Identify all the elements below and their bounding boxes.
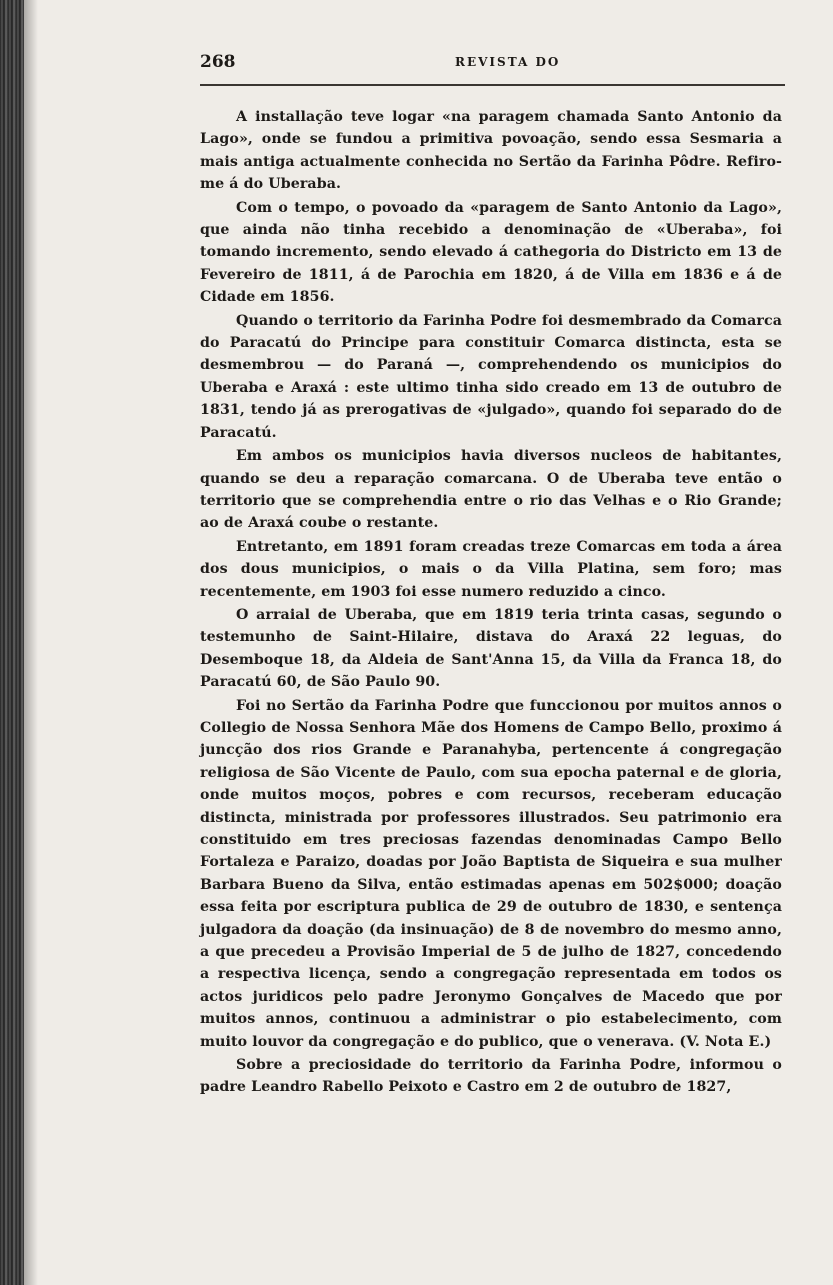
- running-title: REVISTA DO: [455, 55, 561, 69]
- body-text: [200, 106, 782, 1099]
- page-number: 268: [200, 52, 236, 72]
- paragraph: Sobre a preciosidade do territorio da Farinha Podre, informou o padre Leandro Rabello Peixoto e Castro em 2 de outubro de 1827,: [200, 1057, 782, 1096]
- gutter-shadow: [24, 0, 38, 1285]
- paragraph: Quando o territorio da Farinha Podre foi desmembrado da Comarca do Paracatú do Principe para constituir Comarca distincta, esta se desmembrou — do Paraná —, comprehendendo os municipios do Uberaba e Araxá : este ultimo tinha sido creado em 13 de outubro de 1831, tendo já as prerogativas de «julgado», quando foi separado do de Paracatú.: [200, 312, 782, 441]
- paragraph: Com o tempo, o povoado da «paragem de Santo Antonio da Lago», que ainda não tinha recebido a denominação de «Uberaba», foi tomando incremento, sendo elevado á cathegoria do Districto em 13 de Fevereiro de 1811, á de Parochia em 1820, á de Villa em 1836 e á de Cidade em 1856.: [200, 199, 782, 306]
- paragraph: Em ambos os municipios havia diversos nucleos de habitantes, quando se deu a reparação comarcana. O de Uberaba teve então o territorio que se comprehendia entre o rio das Velhas e o Rio Grande; ao de Araxá coube o restante.: [200, 448, 782, 532]
- header-rule: [200, 84, 785, 86]
- paragraph: O arraial de Uberaba, que em 1819 teria trinta casas, segundo o testemunho de Saint-Hilaire, distava do Araxá 22 leguas, do Desemboque 18, da Aldeia de Sant'Anna 15, da Villa da Franca 18, do Paracatú 60, de São Paulo 90.: [200, 606, 782, 691]
- paragraph: Foi no Sertão da Farinha Podre que funccionou por muitos annos o Collegio de Nossa Senhora Mãe dos Homens de Campo Bello, proximo á juncção dos rios Grande e Paranahyba, pertencente á congregação religiosa de São Vicente de Paulo, com sua epocha paternal e de gloria, onde muitos moços, pobres e com recursos, receberam educação distincta, ministrada por professores illustrados. Seu patrimonio era constituido em tres preciosas fazendas denominadas Campo Bello Fortaleza e Paraizo, doadas por João Baptista de Siqueira e sua mulher Barbara Bueno da Silva, então estimadas apenas em 502$000; doação essa feita por escriptura publica de 29 de outubro de 1830, e sentença julgadora da doação (da insinuação) de 8 de novembro do mesmo anno, a que precedeu a Provisão Imperial de 5 de julho de 1827, concedendo a respectiva licença, sendo a congregação representada em todos os actos juridicos pelo padre Jeronymo Gonçalves de Macedo que por muitos annos, continuou a administrar o pio estabelecimento, com muito louvor da congregação e do publico, que o venerava. (V. Nota E.): [200, 697, 782, 1050]
- paragraph: A installação teve logar «na paragem chamada Santo Antonio da Lago», onde se fundou a primitiva povoação, sendo essa Sesmaria a mais antiga actualmente conhecida no Sertão da Farinha Pôdre. Refiro-me á do Uberaba.: [200, 109, 782, 193]
- page-header: [200, 52, 784, 82]
- book-binding: [0, 0, 24, 1285]
- paragraph: Entretanto, em 1891 foram creadas treze Comarcas em toda a área dos dous municipios, o mais o da Villa Platina, sem foro; mas recentemente, em 1903 foi esse numero reduzido a cinco.: [200, 538, 782, 600]
